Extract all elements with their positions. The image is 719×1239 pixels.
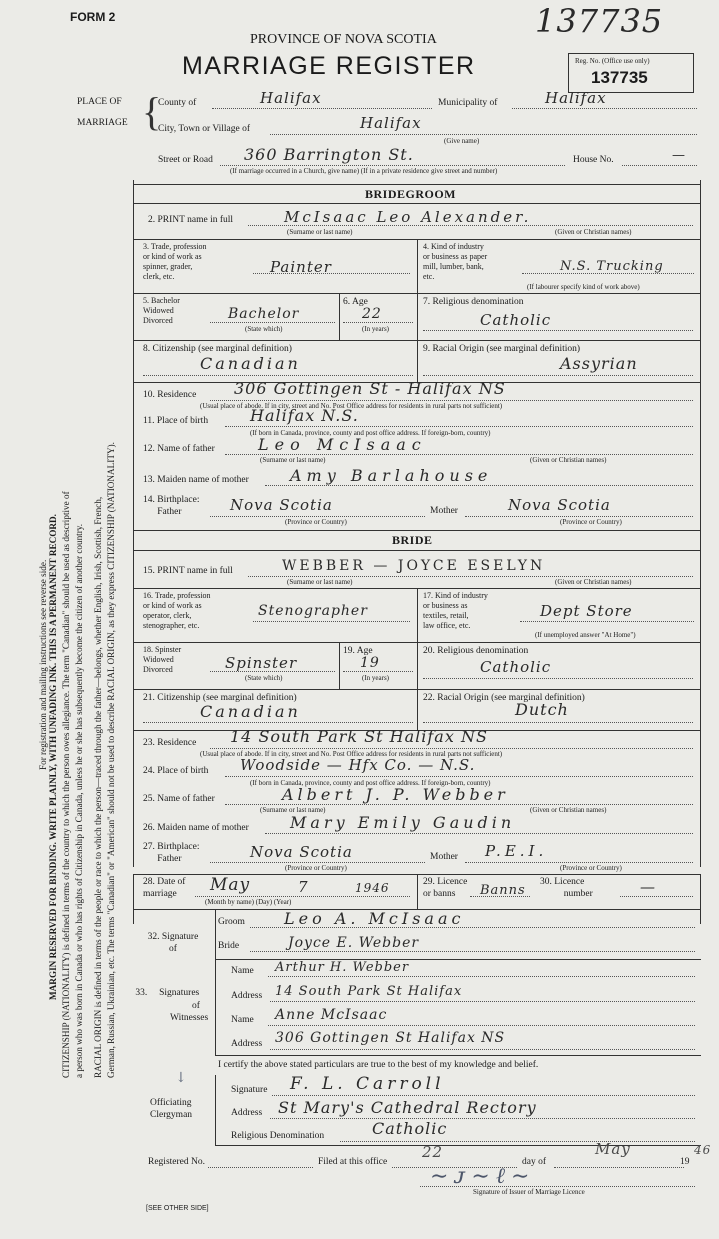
bride-trade-value: Stenographer (258, 603, 368, 619)
sidebar-racial-def-2: German, Russian, Ukrainian, etc. The terms "Canadian" or "American" should not be used to describe RACIAL ORIGIN, as they express CITIZENSHIP (NATIONALITY). (106, 442, 116, 1078)
witness1-name: Arthur H. Webber (275, 960, 410, 975)
street-note: (If marriage occurred in a Church, give name) (If in a private residence give street and number) (230, 167, 498, 175)
house-no-value: — (672, 148, 686, 163)
issuer-signature-mark: ∼ᴊ∼ℓ∼ (430, 1164, 536, 1189)
city-label: City, Town or Village of (158, 124, 250, 134)
bride-birthplace-value: Woodside — Hfx Co. — N.S. (240, 756, 476, 774)
bride-mother-value: Mary Emily Gaudin (290, 813, 516, 832)
bride-age-value: 19 (360, 655, 380, 671)
groom-signature: Leo A. McIsaac (284, 909, 465, 928)
bride-given-note: (Given or Christian names) (555, 578, 632, 586)
officiating-label: Officiating Clergyman (150, 1098, 193, 1120)
groom-birthplace-value: Halifax N.S. (250, 406, 359, 425)
bride-residence-label: 23. Residence (143, 738, 197, 748)
bride-name-value: WEBBER — JOYCE ESELYN (282, 558, 546, 574)
groom-racial-label: 9. Racial Origin (see marginal definition) (423, 344, 581, 354)
groom-citizenship-value: Canadian (200, 354, 301, 373)
groom-name-value: McIsaac Leo Alexander. (284, 208, 532, 226)
groom-citizenship-label: 8. Citizenship (see marginal definition) (143, 344, 292, 354)
bride-father-prov-note: (Province or Country) (285, 864, 347, 872)
groom-birthplace-label: 11. Place of birth (143, 416, 209, 426)
place-brace: { (142, 89, 162, 134)
sidebar-racial-def-1: RACIAL ORIGIN is defined in terms of the people or race to which the person—traced through the father—belongs, whether English, Irish, Scottish, French, (93, 496, 103, 1078)
bride-religion-value: Catholic (480, 658, 552, 676)
street-value: 360 Barrington St. (244, 145, 414, 164)
groom-name-label: 2. PRINT name in full (148, 215, 234, 225)
province-heading: PROVINCE OF NOVA SCOTIA (250, 32, 437, 47)
marriage-year: 1946 (355, 881, 390, 895)
bride-residence-note: (Usual place of abode. If in city, street and No. Post Office address for residents in rural parts not sufficient) (200, 750, 503, 758)
groom-birthplace-note: (If born in Canada, province, county and post office address. If foreign-born, country) (250, 429, 491, 437)
groom-religion-value: Catholic (480, 311, 552, 329)
sidebar-instructions: For registration and mailing instructions see reverse side. (38, 559, 48, 770)
bride-father-given-note: (Given or Christian names) (530, 806, 607, 814)
groom-residence-value: 306 Gottingen St - Halifax NS (234, 379, 506, 398)
groom-mother-birth-label: Mother (430, 506, 458, 516)
groom-residence-note: (Usual place of abode. If in city, street and No. Post Office address for residents in rural parts not sufficient) (200, 402, 503, 410)
see-other-side: [SEE OTHER SIDE] (146, 1205, 209, 1212)
bride-age-label: 19. Age (343, 646, 373, 656)
city-value: Halifax (360, 114, 422, 132)
groom-racial-value: Assyrian (560, 354, 638, 373)
witnesses-label-of: of (192, 1001, 200, 1011)
groom-father-prov-note: (Province or Country) (285, 518, 347, 526)
bride-marital-value: Spinster (225, 654, 298, 672)
groom-marital-value: Bachelor (228, 306, 300, 322)
groom-marital-label: 5. Bachelor Widowed Divorced (143, 296, 180, 325)
county-label: County of (158, 98, 197, 108)
place-label-1: PLACE OF (77, 97, 122, 107)
groom-age-label: 6. Age (343, 297, 368, 307)
municipality-value: Halifax (545, 89, 607, 107)
bride-birthplace-parents-label: 27. Birthplace: Father (143, 842, 200, 864)
bride-industry-label: 17. Kind of industry or business as textiles, retail, law office, etc. (423, 591, 488, 630)
bride-industry-note: (If unemployed answer "At Home") (535, 631, 636, 639)
bride-marital-label: 18. Spinster Widowed Divorced (143, 645, 182, 674)
witnesses-label-3: Witnesses (170, 1013, 209, 1023)
marriage-date-label: 28. Date of marriage (143, 877, 186, 899)
county-value: Halifax (260, 89, 322, 107)
clergy-address-label: Address (231, 1108, 263, 1118)
bride-religion-label: 20. Religious denomination (423, 646, 529, 656)
bride-birthplace-note: (If born in Canada, province, county and post office address. If foreign-born, country) (250, 779, 491, 787)
bride-mother-label: 26. Maiden name of mother (143, 823, 249, 833)
street-label: Street or Road (158, 155, 213, 165)
groom-given-note: (Given or Christian names) (555, 228, 632, 236)
bride-racial-label: 22. Racial Origin (see marginal definition) (423, 693, 585, 703)
bride-mother-prov-note: (Province or Country) (560, 864, 622, 872)
witness1-address: 14 South Park St Halifax (275, 984, 463, 999)
marriage-month: May (210, 875, 251, 895)
groom-years-note: (In years) (362, 325, 390, 333)
bride-father-surname-note: (Surname or last name) (260, 806, 326, 814)
marriage-day: 7 (298, 878, 309, 896)
groom-religion-label: 7. Religious denomination (423, 297, 524, 307)
filed-year: 46 (694, 1143, 712, 1157)
registered-no-label: Registered No. (148, 1157, 205, 1167)
groom-father-surname-note: (Surname or last name) (260, 456, 326, 464)
bride-heading: BRIDE (392, 533, 433, 547)
clergy-signature: F. L. Carroll (290, 1074, 445, 1094)
clergy-denomination: Catholic (372, 1119, 448, 1138)
groom-surname-note: (Surname or last name) (287, 228, 353, 236)
witness2-address: 306 Gottingen St Halifax NS (275, 1030, 506, 1046)
checkmark-annotation: ↓ (175, 1070, 188, 1086)
groom-father-given-note: (Given or Christian names) (530, 456, 607, 464)
bride-father-birthplace: Nova Scotia (250, 843, 353, 861)
reg-no-label: Reg. No. (Office use only) (575, 57, 650, 65)
bride-citizenship-label: 21. Citizenship (see marginal definition) (143, 693, 297, 703)
bridegroom-heading: BRIDEGROOM (365, 187, 457, 201)
clergy-signature-label: Signature (231, 1085, 268, 1095)
witness1-name-label: Name (231, 966, 254, 976)
bride-father-label: 25. Name of father (143, 794, 215, 804)
house-no-label: House No. (573, 155, 614, 165)
groom-industry-label: 4. Kind of industry or business as paper mill, lumber, bank, etc. (423, 242, 488, 281)
groom-father-label: 12. Name of father (143, 444, 215, 454)
filed-day: 22 (422, 1143, 444, 1161)
sidebar-citizenship-def-1: CITIZENSHIP (NATIONALITY) is defined in terms of the country to which the person owes allegiance. The term "Canadian" should be used as descriptive of (61, 491, 71, 1078)
witness1-address-label: Address (231, 991, 263, 1001)
sidebar-citizenship-def-2: a person who was born in Canada or who has rights of Citizenship in Canada, unless he or she has subsequently become the citizen of another country. (74, 523, 84, 1078)
bride-residence-value: 14 South Park St Halifax NS (230, 727, 488, 746)
groom-mother-value: Amy Barlahouse (290, 466, 493, 485)
licence-number-value: — (640, 878, 656, 896)
marriage-date-note: (Month by name) (Day) (Year) (205, 898, 292, 906)
give-name-note: (Give name) (444, 137, 480, 145)
bride-industry-value: Dept Store (540, 602, 633, 620)
groom-residence-label: 10. Residence (143, 390, 197, 400)
year-prefix: 19 (680, 1157, 690, 1167)
bride-signature: Joyce E. Webber (288, 935, 420, 951)
day-of-label: day of (522, 1157, 547, 1167)
groom-mother-label: 13. Maiden name of mother (143, 475, 249, 485)
witness2-address-label: Address (231, 1039, 263, 1049)
certification-text: I certify the above stated particulars are true to the best of my knowledge and belief. (218, 1060, 539, 1070)
signature-label: 32. Signature of (147, 932, 199, 954)
witness2-name: Anne McIsaac (275, 1007, 388, 1023)
handwritten-register-number: 137735 (535, 2, 664, 40)
groom-state-note: (State which) (245, 325, 283, 333)
place-label-2: MARRIAGE (77, 118, 128, 128)
bride-mother-birthplace: P.E.I. (485, 842, 548, 860)
groom-mother-prov-note: (Province or Country) (560, 518, 622, 526)
groom-father-value: Leo McIsaac (258, 435, 427, 454)
groom-age-value: 22 (362, 306, 382, 322)
witness2-name-label: Name (231, 1015, 254, 1025)
groom-industry-value: N.S. Trucking (560, 259, 664, 274)
reg-no-box (568, 53, 694, 93)
licence-banns-label: 29. Licence or banns (423, 877, 468, 899)
bride-surname-note: (Surname or last name) (287, 578, 353, 586)
clergy-address: St Mary's Cathedral Rectory (278, 1098, 537, 1117)
filed-label: Filed at this office (318, 1157, 388, 1167)
filed-month: May (595, 1140, 631, 1158)
bride-mother-birth-label: Mother (430, 852, 458, 862)
clergy-denomination-label: Religious Denomination (231, 1131, 325, 1141)
page-title: MARRIAGE REGISTER (182, 52, 476, 80)
form-number: FORM 2 (70, 10, 116, 24)
bride-citizenship-value: Canadian (200, 702, 301, 721)
bride-sig-label: Bride (218, 941, 240, 951)
groom-mother-birthplace: Nova Scotia (508, 496, 611, 514)
bride-trade-label: 16. Trade, profession or kind of work as operator, clerk, stenographer, etc. (143, 591, 211, 630)
groom-father-birthplace: Nova Scotia (230, 496, 333, 514)
groom-trade-label: 3. Trade, profession or kind of work as spinner, grader, clerk, etc. (143, 242, 207, 281)
bride-years-note: (In years) (362, 674, 390, 682)
issuer-note: Signature of Issuer of Marriage Licence (473, 1188, 585, 1196)
bride-father-value: Albert J. P. Webber (282, 785, 509, 804)
sidebar-margin-notice: MARGIN RESERVED FOR BINDING. WRITE PLAINLY, WITH UNFADING INK. THIS IS A PERMANENT RECORD. (48, 514, 58, 1000)
licence-number-label: 30. Licence number (540, 877, 593, 899)
groom-sig-label: Groom (218, 917, 245, 927)
bride-name-label: 15. PRINT name in full (143, 566, 233, 576)
witnesses-label: 33. Signatures (135, 988, 200, 998)
bride-birthplace-label: 24. Place of birth (143, 766, 209, 776)
licence-banns-value: Banns (480, 883, 526, 898)
bride-state-note: (State which) (245, 674, 283, 682)
groom-birthplace-parents-label: 14. Birthplace: Father (143, 495, 200, 517)
groom-trade-value: Painter (270, 258, 332, 276)
groom-industry-note: (If labourer specify kind of work above) (527, 283, 640, 291)
municipality-label: Municipality of (438, 98, 498, 108)
reg-no-value: 137735 (591, 68, 648, 87)
bride-racial-value: Dutch (515, 700, 569, 719)
